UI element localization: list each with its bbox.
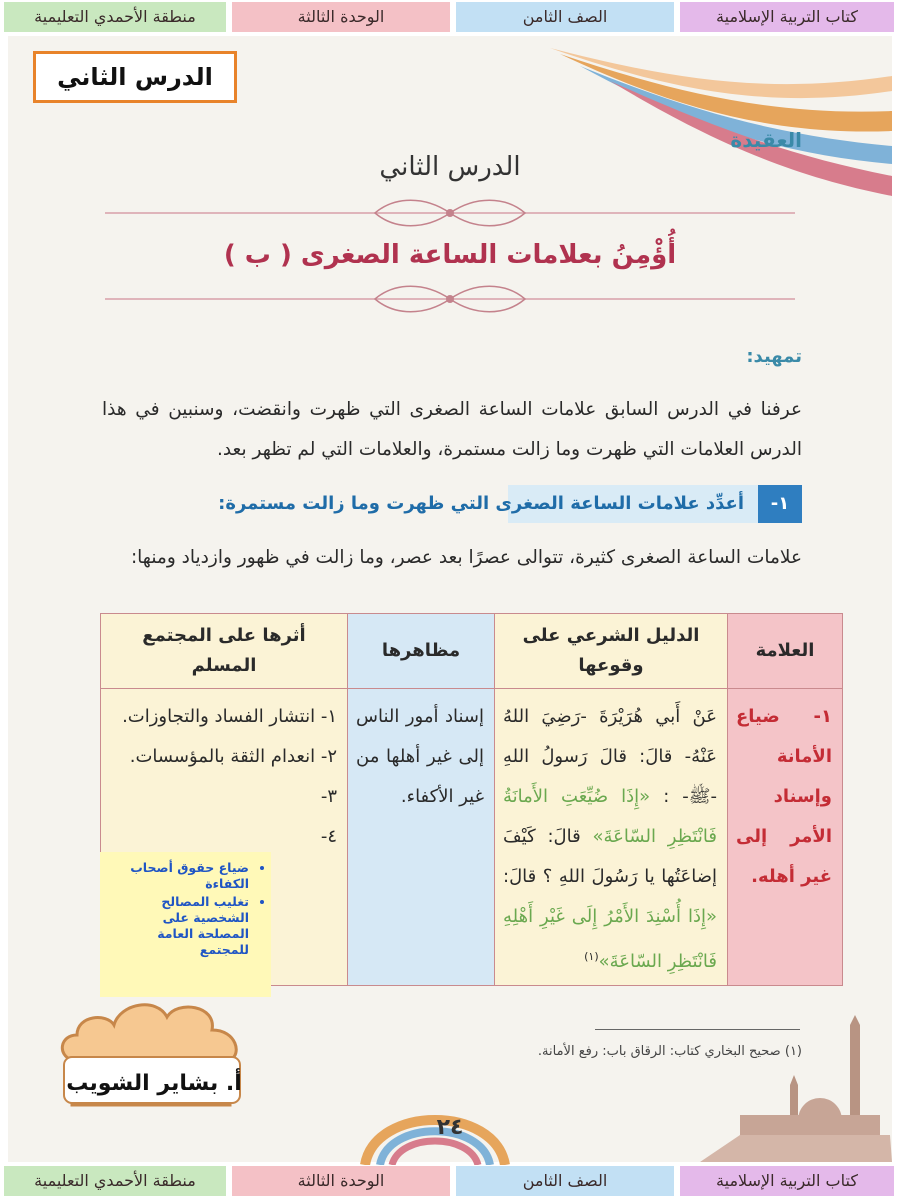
footer-unit: الوحدة الثالثة	[232, 1166, 450, 1196]
intro-paragraph: عرفنا في الدرس السابق علامات الساعة الصغرى التي ظهرت وانقضت، وسنبين في هذا الدرس العلامات التي ظهرت وما زالت مستمرة، والعلامات التي لم تظهر بعد.	[102, 399, 802, 460]
note-list	[100, 860, 271, 958]
signs-paragraph: علامات الساعة الصغرى كثيرة، تتوالى عصرًا بعد عصر، وما زالت في ظهور وازدياد ومنها:	[130, 547, 802, 568]
evidence-quote-1: «إِذَا ضُيِّعَتِ الأَمانَةُ فَانْتَظِرِ السّاعَةَ»	[503, 786, 717, 847]
header-sign: العلامة	[728, 614, 843, 689]
question-number: ١-	[758, 485, 802, 523]
header-region: منطقة الأحمدي التعليمية	[4, 2, 226, 32]
question-text: أعدِّد علامات الساعة الصغرى التي ظهرت وما زالت مستمرة:	[218, 493, 744, 514]
lesson-label-box: الدرس الثاني	[33, 51, 237, 103]
bottom-footer-bar	[0, 1166, 900, 1198]
bottom-ornament	[105, 282, 795, 316]
evidence-text-2: قالَ: كَيْفَ إضاعَتُها يا رَسُولَ اللهِ ؟ قالَ:	[503, 826, 717, 887]
header-appearances: مظاهرها	[348, 614, 495, 689]
header-effects: أثرها على المجتمع المسلم	[101, 614, 348, 689]
evidence-text-1: عَنْ أَبي هُرَيْرَةَ -رَضِيَ اللهُ عَنْهُ- قالَ: قالَ رَسولُ اللهِ -ﷺ- :	[503, 706, 717, 807]
mosque-silhouette	[700, 1015, 892, 1162]
evidence-quote-2: «إِذَا أُسْنِدَ الأَمْرُ إِلَى غَيْرِ أَهْلِهِ فَانْتَظِرِ السّاعَةَ»	[503, 906, 717, 972]
cell-evidence	[495, 689, 727, 982]
cell-sign: ١- ضياع الأمانة وإسناد الأمر إلى غير أهله.	[736, 706, 832, 887]
header-grade: الصف الثامن	[456, 2, 674, 32]
effect-item: ٢- انعدام الثقة بالمؤسسات.	[129, 746, 337, 767]
sticky-note	[100, 852, 271, 997]
table-header-row	[101, 614, 843, 689]
page-number: ٢٤	[436, 1115, 464, 1140]
effect-item: ٣-	[320, 786, 337, 807]
lesson-heading: الدرس الثاني	[379, 152, 521, 182]
section-label: العقيدة	[730, 128, 802, 152]
intro-label: تمهيد:	[746, 346, 802, 367]
effect-item: ٤-	[320, 826, 337, 847]
lesson-title: أُؤْمِنُ بعلامات الساعة الصغرى ( ب )	[223, 240, 677, 270]
question-banner	[102, 485, 802, 523]
top-header-bar	[0, 2, 900, 34]
author-name: أ. بشاير الشويب	[66, 1071, 242, 1096]
cell-appearances: إسناد أمور الناس إلى غير أهلها من غير الأكفاء.	[356, 706, 484, 807]
footnote: (١) صحيح البخاري كتاب: الرقاق باب: رفع الأمانة.	[537, 1044, 802, 1059]
note-item: • ضياع حقوق أصحاب الكفاءة	[108, 860, 249, 892]
cell-effects	[101, 689, 347, 857]
footer-grade: الصف الثامن	[456, 1166, 674, 1196]
header-unit: الوحدة الثالثة	[232, 2, 450, 32]
footer-region: منطقة الأحمدي التعليمية	[4, 1166, 226, 1196]
header-book: كتاب التربية الإسلامية	[680, 2, 894, 32]
footer-book: كتاب التربية الإسلامية	[680, 1166, 894, 1196]
evidence-ref: (١)	[584, 950, 599, 963]
effect-item: ١- انتشار الفساد والتجاوزات.	[122, 706, 337, 727]
top-ornament	[105, 196, 795, 230]
header-evidence: الدليل الشرعي على وقوعها	[495, 614, 728, 689]
note-item: • تغليب المصالح الشخصية على المصلحة العامة للمجتمع	[108, 894, 249, 958]
